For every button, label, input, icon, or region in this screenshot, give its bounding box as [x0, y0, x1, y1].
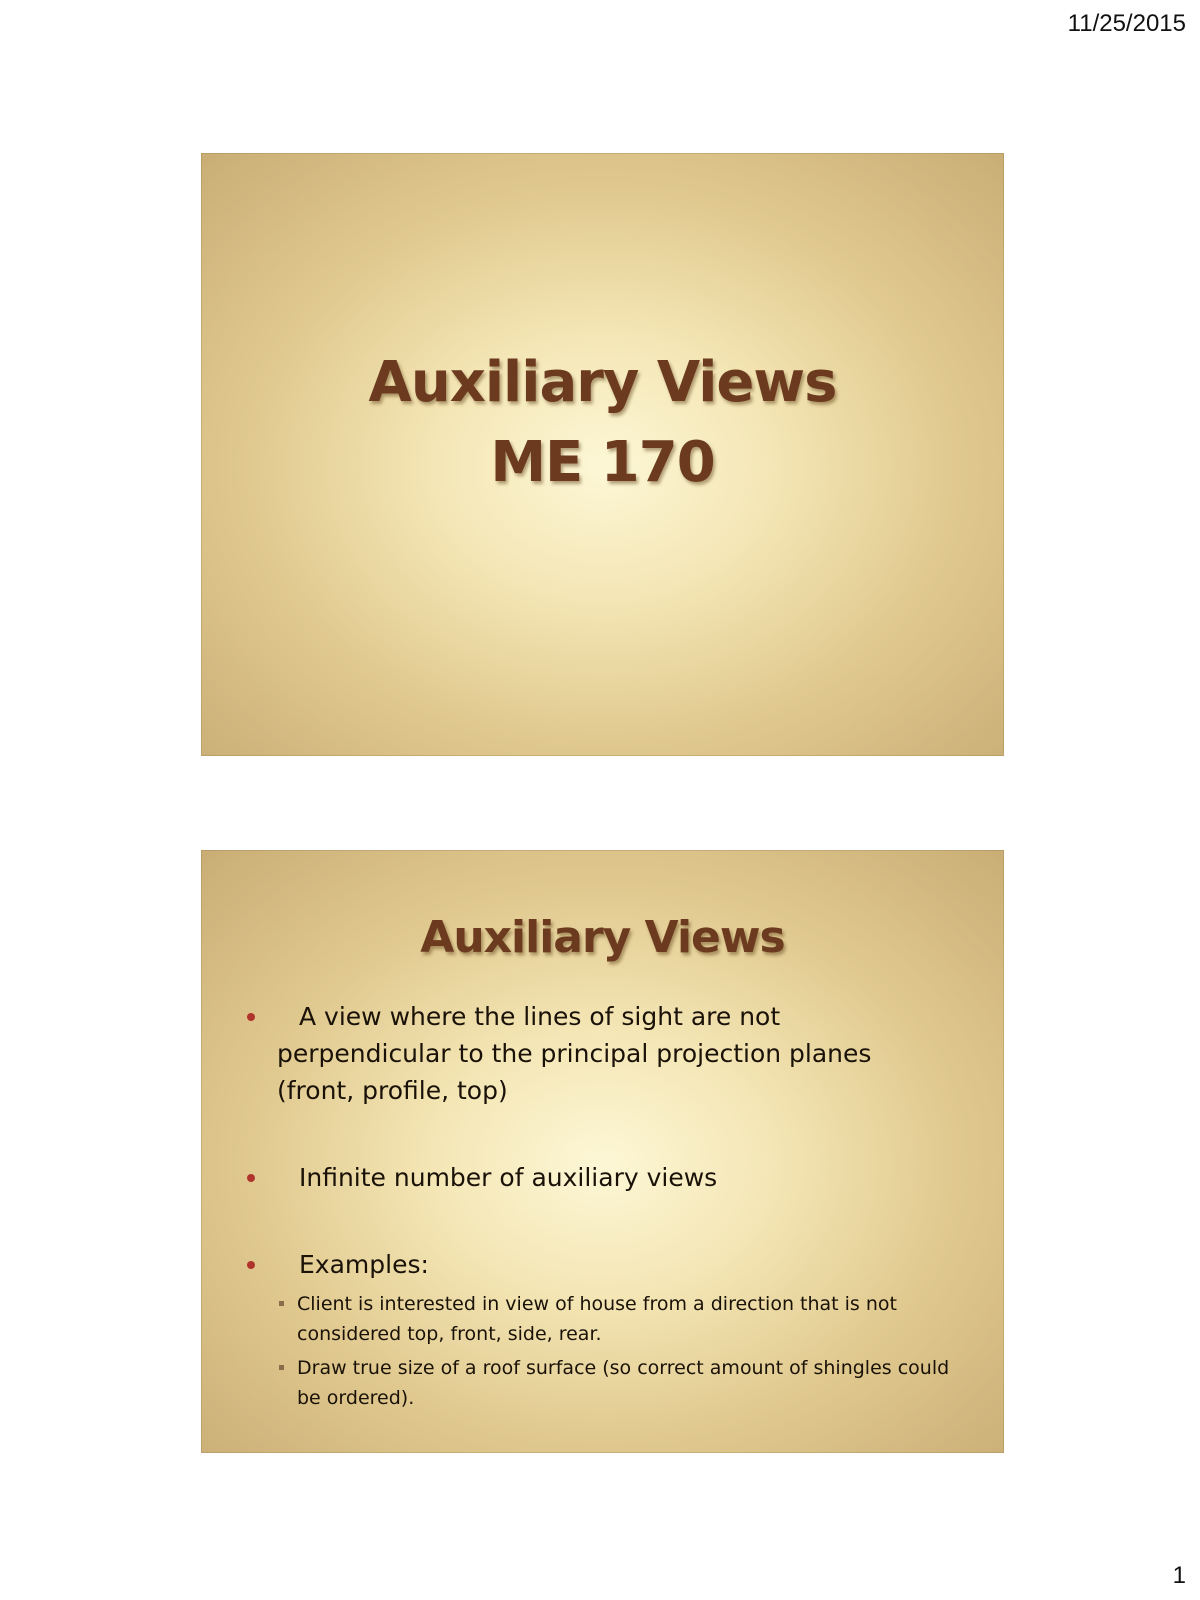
bullet-list [245, 998, 955, 1417]
subbullet-item [277, 1353, 955, 1413]
subbullet-list [277, 1289, 955, 1413]
subbullet-text: Draw true size of a roof surface (so correct amount of shingles could be ordered). [297, 1357, 950, 1409]
slide-2-content [201, 850, 1004, 1453]
slide-heading: Auxiliary Views [420, 912, 785, 963]
subbullet-text: Client is interested in view of house from a direction that is not considered top, front, side, rear. [297, 1293, 897, 1345]
bullet-dot-icon [247, 1174, 255, 1182]
bullet-item [245, 1159, 955, 1196]
bullet-item [245, 998, 955, 1109]
slide-1-title [201, 153, 1004, 756]
page-number: 1 [1172, 1562, 1186, 1589]
bullet-text: Infinite number of auxiliary views [299, 1163, 718, 1192]
bullet-dot-icon [247, 1261, 255, 1269]
bullet-item [245, 1246, 955, 1413]
bullet-text: Examples: [299, 1250, 429, 1279]
bullet-text: A view where the lines of sight are not perpendicular to the principal projection planes (front, profile, top) [277, 1002, 872, 1105]
square-bullet-icon [279, 1301, 284, 1306]
document-date: 11/25/2015 [1067, 10, 1186, 37]
bullet-dot-icon [247, 1013, 255, 1021]
title-line-2: ME 170 [490, 430, 715, 495]
subbullet-item [277, 1289, 955, 1349]
slide-title [201, 343, 1004, 503]
title-line-1: Auxiliary Views [368, 350, 837, 415]
square-bullet-icon [279, 1365, 284, 1370]
